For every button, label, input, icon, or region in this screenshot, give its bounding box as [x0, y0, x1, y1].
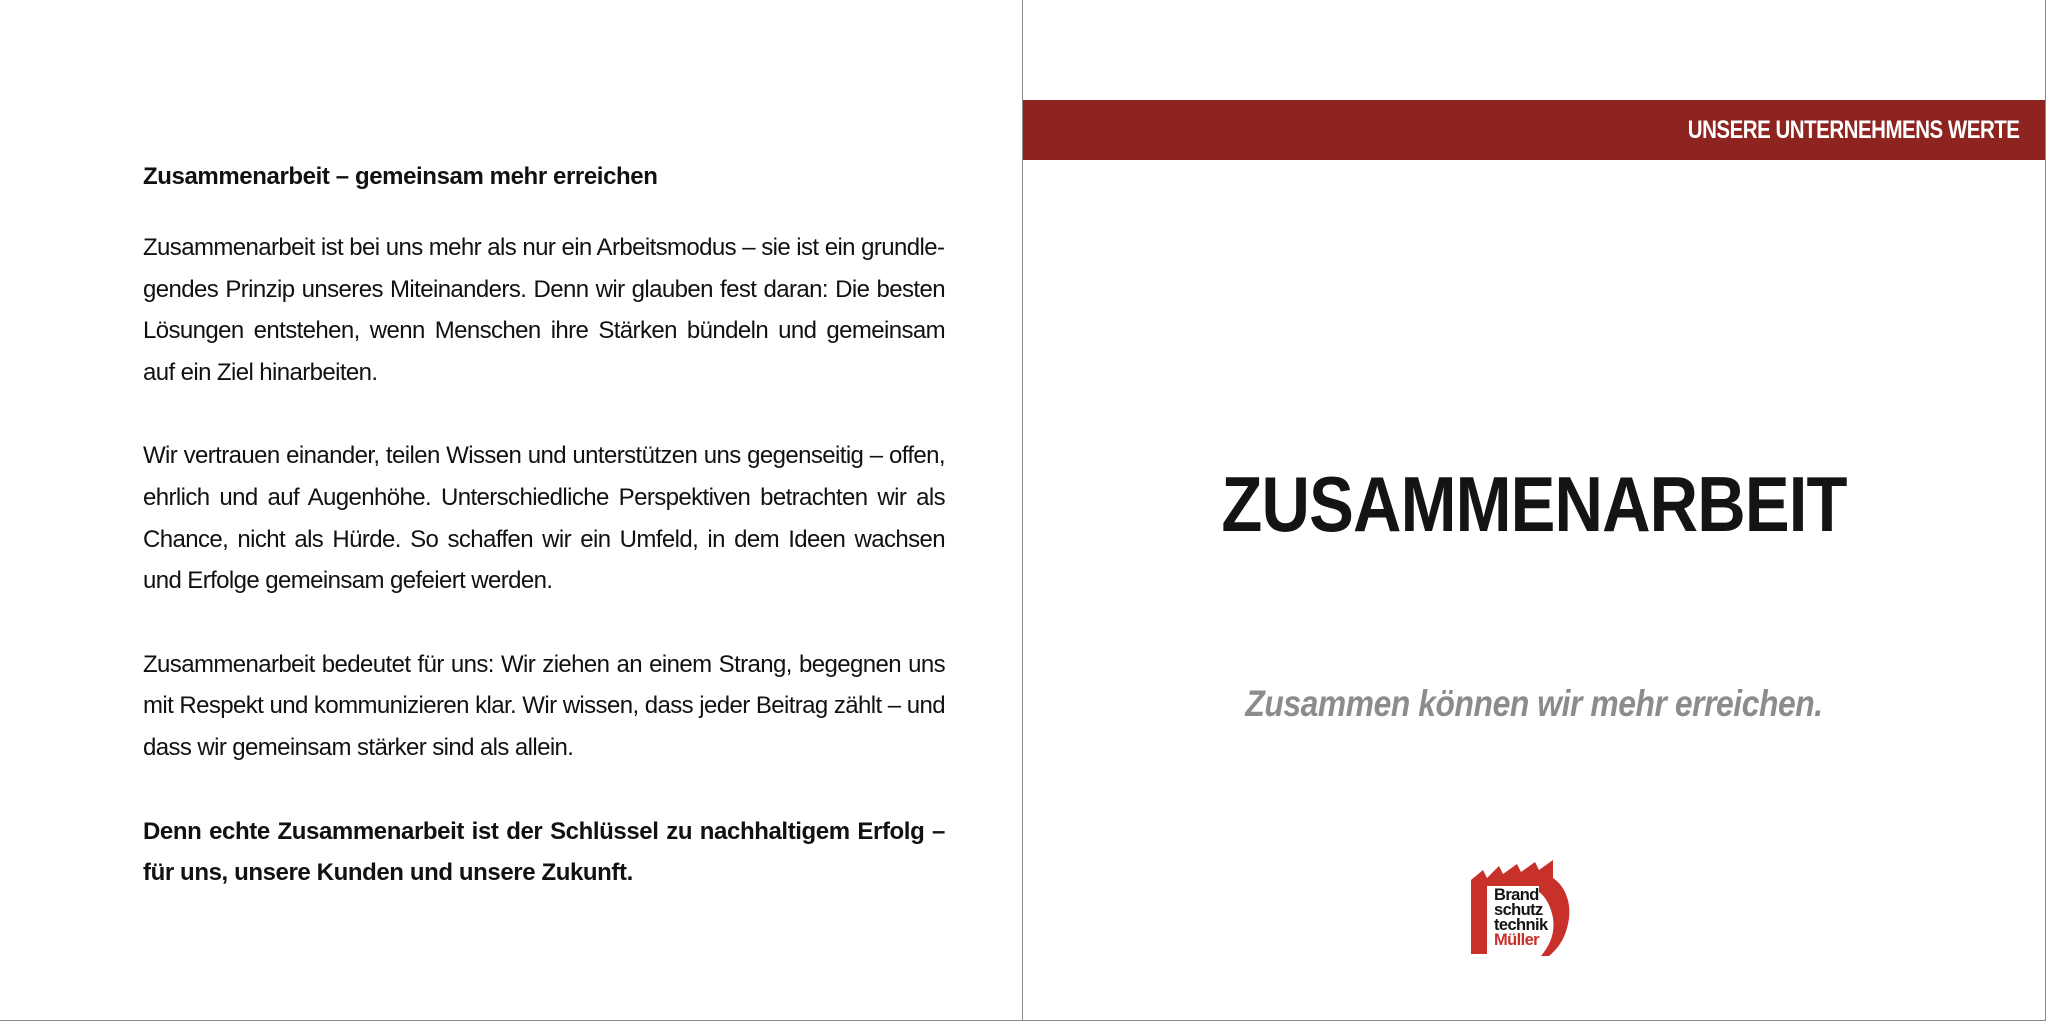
logo-wordmark: [1494, 888, 1548, 948]
logo-line-3: technik: [1494, 916, 1548, 934]
left-page-content: [143, 160, 945, 894]
logo-line-1: Brand: [1494, 886, 1539, 904]
company-logo: [1469, 858, 1577, 958]
body-paragraph-1: Zusammenarbeit ist bei uns mehr als nur ein Arbeitsmodus – sie ist ein grundlegendes Prinzip unseres Miteinanders. Denn wir glauben fest daran: Die besten Lösungen entstehen, wenn Menschen ihre Stärken bündeln und gemeinsam auf ein Ziel hinarbeiten.: [143, 234, 945, 386]
values-header-band: [1023, 100, 2045, 160]
left-page: [0, 0, 1023, 1021]
values-header-label: UNSERE UNTERNEHMENS WERTE: [1687, 116, 2019, 144]
closing-statement: Denn echte Zusammenarbeit ist der Schlüssel zu nachhaltigem Erfolg – für uns, unsere Kunden und unsere Zukunft.: [143, 817, 945, 887]
tagline: Zusammen können wir mehr erreichen.: [1245, 683, 1823, 724]
right-page: [1023, 0, 2046, 1021]
section-heading: Zusammenarbeit – gemeinsam mehr erreichen: [143, 163, 658, 190]
body-paragraph-2: Wir vertrauen einander, teilen Wissen und unterstützen uns gegenseitig – offen, ehrlich und auf Augenhöhe. Unterschiedliche Perspektiven betrachten wir als Chance, nicht als Hürde. So schaffen wir ein Umfeld, in dem Ideen wachsen und Erfolge gemeinsam gefeiert werden.: [143, 442, 945, 595]
logo-line-4: Müller: [1494, 931, 1539, 949]
logo-line-2: schutz: [1494, 901, 1543, 919]
body-paragraph-3: Zusammenarbeit bedeutet für uns: Wir ziehen an einem Strang, begegnen uns mit Respekt und kommunizieren klar. Wir wissen, dass jeder Beitrag zählt – und dass wir gemeinsam stärker sind als allein.: [143, 650, 945, 761]
page-title: ZUSAMMENARBEIT: [1221, 460, 1847, 548]
